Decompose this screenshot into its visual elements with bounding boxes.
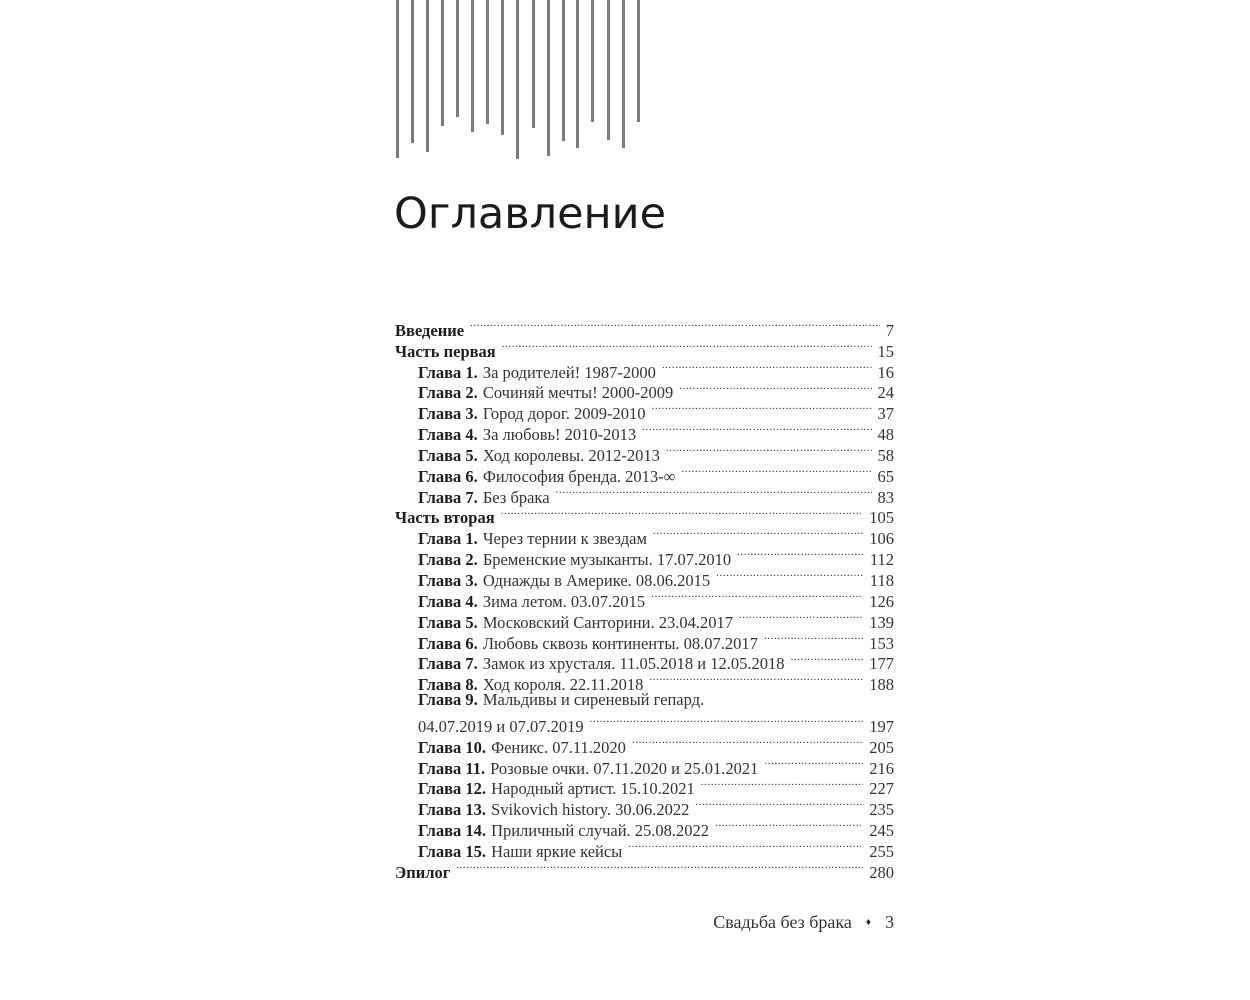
entry-heading: Глава 6. (418, 466, 478, 486)
vertical-line (591, 0, 594, 122)
dot-leader (679, 378, 871, 399)
entry-heading: Глава 4. (418, 425, 478, 445)
entry-heading: Глава 7. (418, 654, 478, 674)
dot-leader (456, 857, 863, 878)
toc-chapter-entry (395, 482, 895, 507)
vertical-line (441, 0, 444, 126)
entry-title: 04.07.2019 и 07.07.2019 (418, 716, 584, 736)
entry-title: Народный артист. 15.10.2021 (491, 779, 695, 799)
dot-leader (739, 607, 863, 628)
toc-chapter-entry (395, 815, 895, 841)
dot-leader (695, 794, 863, 815)
entry-page-number: 106 (869, 529, 894, 549)
dot-leader (701, 774, 863, 795)
entry-heading: Введение (395, 320, 465, 340)
vertical-line (547, 0, 550, 156)
vertical-line (501, 0, 504, 135)
toc-chapter-entry (395, 461, 895, 486)
entry-title: Бременские музыканты. 17.07.2010 (482, 550, 732, 570)
dot-leader (556, 482, 872, 503)
entry-title: Svikovich history. 30.06.2022 (491, 800, 690, 820)
entry-heading: Глава 3. (418, 404, 478, 424)
entry-page-number: 16 (877, 362, 894, 382)
dot-leader (628, 836, 863, 857)
entry-page-number: 105 (869, 508, 894, 528)
entry-page-number: 48 (877, 425, 894, 445)
entry-heading: Глава 2. (418, 383, 478, 403)
dot-leader (662, 357, 872, 378)
entry-title: Московский Санторини. 23.04.2017 (482, 612, 733, 632)
entry-heading: Глава 6. (418, 633, 478, 653)
entry-title: За родителей! 1987-2000 (482, 362, 656, 382)
entry-title: Без брака (482, 487, 550, 507)
table-of-contents (395, 315, 895, 882)
entry-heading: Глава 5. (418, 445, 478, 465)
entry-page-number: 227 (869, 779, 894, 799)
entry-heading: Глава 13. (418, 800, 487, 820)
footer-page-number: 3 (885, 912, 894, 932)
entry-page-number: 245 (869, 821, 894, 841)
entry-heading: Глава 14. (418, 821, 487, 841)
page-title: Оглавление (394, 189, 667, 239)
vertical-line (456, 0, 459, 117)
entry-page-number: 139 (869, 612, 894, 632)
entry-page-number: 58 (877, 445, 894, 465)
entry-title: Замок из хрусталя. 11.05.2018 и 12.05.2018 (482, 654, 785, 674)
toc-chapter-entry (395, 586, 895, 611)
entry-page-number: 65 (877, 466, 894, 486)
entry-title: Ход короля. 22.11.2018 (482, 675, 644, 695)
entry-page-number: 112 (869, 550, 894, 570)
toc-chapter-entry (395, 378, 895, 403)
dot-leader (764, 628, 863, 649)
dot-leader (649, 669, 863, 690)
toc-part-entry (395, 336, 895, 361)
entry-title: Ход королевы. 2012-2013 (482, 445, 660, 465)
vertical-line (622, 0, 625, 148)
entry-heading: Глава 4. (418, 591, 478, 611)
toc-chapter-entry (395, 544, 895, 570)
entry-page-number: 153 (869, 633, 894, 653)
vertical-line (562, 0, 565, 141)
vertical-line (532, 0, 535, 128)
dot-leader (681, 461, 871, 482)
entry-heading: Часть первая (395, 341, 496, 361)
toc-chapter-entry (395, 753, 895, 778)
toc-part-entry (395, 503, 895, 528)
entry-title: Наши яркие кейсы (491, 841, 623, 861)
vertical-line (516, 0, 519, 159)
running-footer (713, 912, 894, 933)
entry-page-number: 177 (869, 654, 894, 674)
entry-heading: Глава 1. (418, 362, 478, 382)
dot-leader (716, 565, 864, 586)
toc-chapter-entry (395, 523, 895, 549)
toc-chapter-entry (395, 419, 895, 445)
toc-chapter-entry (395, 565, 895, 590)
entry-title: Сочиняй мечты! 2000-2009 (482, 383, 674, 403)
entry-heading: Глава 10. (418, 737, 487, 757)
vertical-line (426, 0, 429, 152)
entry-title: Приличный случай. 25.08.2022 (491, 821, 710, 841)
entry-title: Любовь сквозь континенты. 08.07.2017 (482, 633, 758, 653)
dot-leader (632, 732, 863, 753)
entry-page-number: 37 (877, 404, 894, 424)
dot-leader (590, 711, 864, 732)
toc-chapter-entry (395, 774, 895, 799)
diamond-separator-icon: ♦ (865, 917, 871, 928)
entry-title: Розовые очки. 07.11.2020 и 25.01.2021 (490, 758, 759, 778)
toc-chapter-entry (395, 732, 895, 757)
entry-page-number: 7 (885, 320, 894, 340)
footer-book-title: Свадьба без брака (713, 912, 852, 932)
entry-title: Феникс. 07.11.2020 (491, 737, 626, 757)
entry-title: Однажды в Америке. 08.06.2015 (482, 570, 711, 590)
dot-leader (737, 544, 864, 565)
dot-leader (642, 419, 871, 440)
decorative-vertical-lines (0, 0, 1250, 170)
toc-chapter-entry (395, 669, 895, 695)
entry-page-number: 188 (869, 675, 894, 695)
toc-chapter-entry (395, 649, 895, 674)
entry-page-number: 280 (869, 862, 894, 882)
entry-heading: Глава 12. (418, 779, 487, 799)
dot-leader (501, 503, 864, 524)
entry-page-number: 83 (877, 487, 894, 507)
toc-chapter-entry (395, 690, 895, 711)
entry-title: Через тернии к звездам (482, 529, 647, 549)
entry-page-number: 126 (869, 591, 894, 611)
entry-heading: Глава 9. (418, 690, 478, 710)
entry-heading: Часть вторая (395, 508, 495, 528)
dot-leader (764, 753, 863, 774)
dot-leader (666, 440, 872, 461)
entry-title: Мальдивы и сиреневый гепард. (482, 690, 705, 710)
entry-heading: Глава 11. (418, 758, 486, 778)
dot-leader (791, 649, 864, 670)
toc-chapter-entry (395, 628, 895, 653)
entry-heading: Глава 7. (418, 487, 478, 507)
dot-leader (651, 586, 863, 607)
entry-page-number: 15 (877, 341, 894, 361)
entry-page-number: 235 (869, 800, 894, 820)
entry-page-number: 197 (869, 716, 894, 736)
vertical-line (411, 0, 414, 143)
entry-heading: Глава 5. (418, 612, 478, 632)
entry-heading: Глава 15. (418, 841, 487, 861)
entry-title: Зима летом. 03.07.2015 (482, 591, 646, 611)
entry-title: Город дорог. 2009-2010 (482, 404, 646, 424)
entry-title: За любовь! 2010-2013 (482, 425, 637, 445)
dot-leader (652, 398, 872, 419)
toc-chapter-entry (395, 794, 895, 820)
vertical-line (396, 0, 399, 158)
dot-leader (715, 815, 863, 836)
vertical-line (607, 0, 610, 140)
toc-chapter-entry (395, 607, 895, 632)
vertical-line (486, 0, 489, 124)
entry-heading: Глава 1. (418, 529, 478, 549)
vertical-line (471, 0, 474, 132)
entry-page-number: 255 (869, 841, 894, 861)
entry-heading: Глава 8. (418, 675, 478, 695)
entry-heading: Глава 2. (418, 550, 478, 570)
entry-page-number: 205 (869, 737, 894, 757)
toc-chapter-entry (395, 711, 895, 736)
vertical-line (576, 0, 579, 148)
dot-leader (653, 523, 863, 544)
entry-page-number: 24 (877, 383, 894, 403)
toc-chapter-entry (395, 440, 895, 465)
toc-part-entry (395, 857, 895, 882)
entry-title: Философия бренда. 2013-∞ (482, 466, 676, 486)
toc-part-entry (395, 315, 895, 340)
vertical-line (637, 0, 640, 122)
toc-chapter-entry (395, 398, 895, 424)
entry-page-number: 216 (869, 758, 894, 778)
entry-heading: Эпилог (395, 862, 451, 882)
toc-chapter-entry (395, 357, 895, 382)
entry-heading: Глава 3. (418, 570, 478, 590)
entry-page-number: 118 (869, 570, 894, 590)
dot-leader (470, 315, 880, 336)
toc-chapter-entry (395, 836, 895, 861)
dot-leader (502, 336, 872, 357)
